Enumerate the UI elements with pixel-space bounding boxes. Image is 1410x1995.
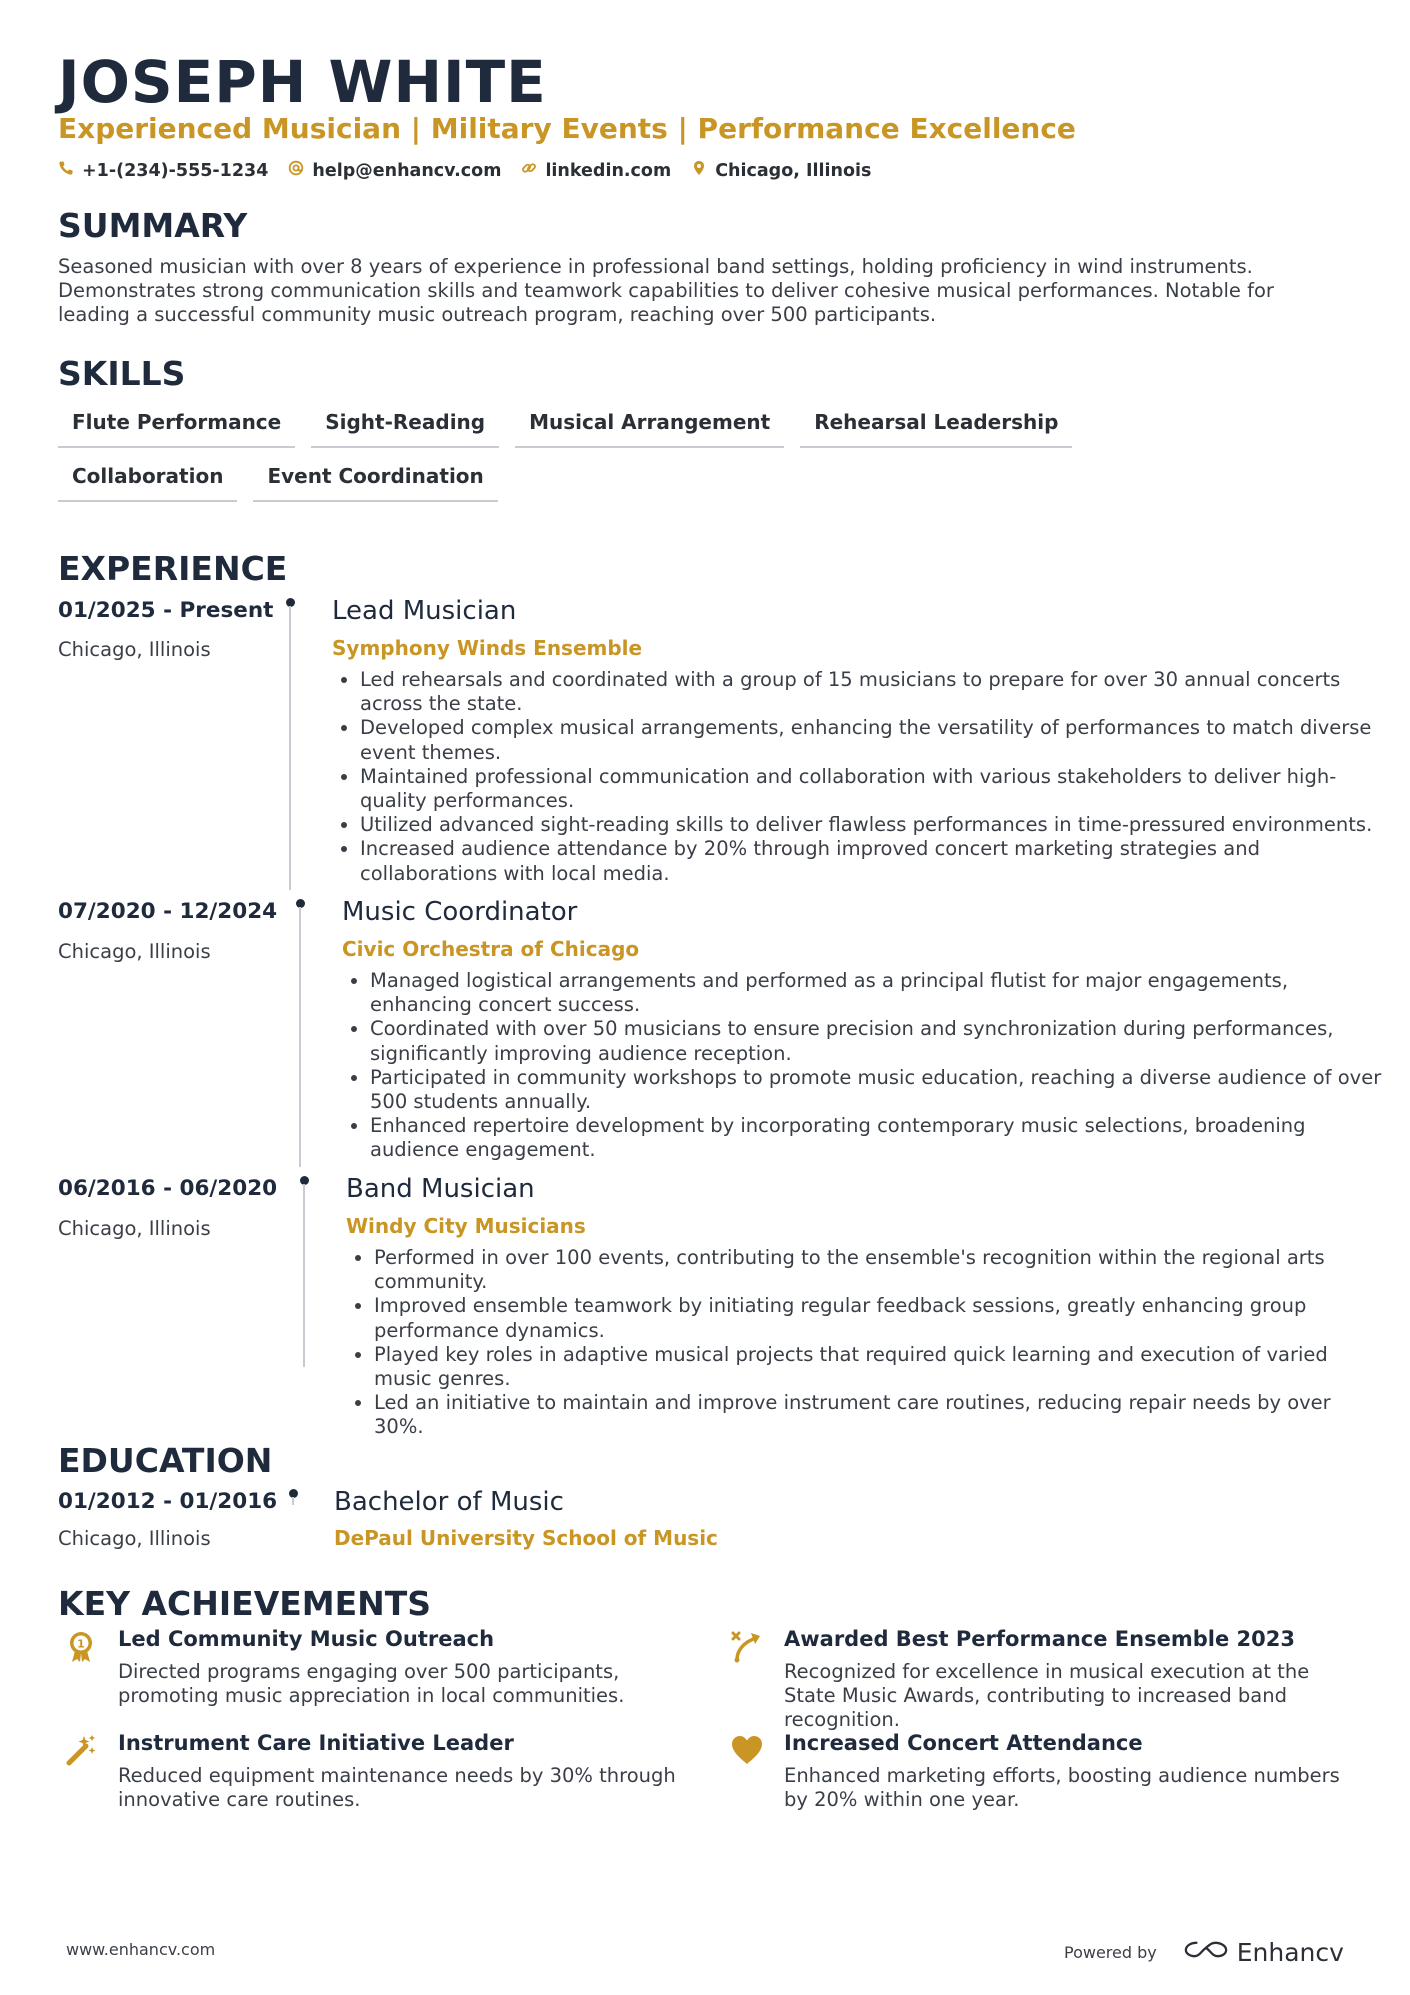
contact-email[interactable] [288,160,501,181]
link-icon [521,160,537,181]
job-bullet: • Managed logistical arrangements and performed as a principal flutist for major engagements, enhancing concert success. [370,969,1390,1017]
job-bullet: • Enhanced repertoire development by incorporating contemporary music selections, broadening audience engagement. [370,1114,1390,1162]
job-location: Chicago, Illinois [58,940,211,963]
job-bullet: • Performed in over 100 events, contributing to the ensemble's recognition within the regional arts community. [374,1246,1384,1294]
job-title: Band Musician [346,1174,535,1204]
enhancv-wordmark: Enhancv [1236,1938,1344,1967]
job-dates: 01/2025 - Present [58,598,274,623]
footer-website[interactable]: www.enhancv.com [66,1940,216,1959]
timeline-line [303,1184,305,1367]
location-pin-icon [691,160,707,181]
experience-heading: EXPERIENCE [58,549,288,588]
summary-heading: SUMMARY [58,206,248,245]
job-location: Chicago, Illinois [58,1217,211,1240]
enhancv-logo-icon [1183,1938,1229,1967]
magic-wand-icon [64,1733,98,1771]
contact-email-text: help@enhancv.com [312,160,502,181]
job-company: Civic Orchestra of Chicago [342,937,640,961]
skill-tag: Event Coordination [253,458,497,502]
education-dates: 01/2012 - 01/2016 [58,1489,278,1514]
contact-phone-text: +1-(234)-555-1234 [82,160,269,181]
powered-by-label: Powered by [1064,1943,1157,1962]
strategy-arrow-icon [730,1630,764,1668]
heart-icon [730,1733,764,1771]
timeline-line [292,1497,294,1505]
skills-list [58,404,1238,502]
job-bullets [332,668,1390,886]
job-bullet: • Played key roles in adaptive musical projects that required quick learning and execution of varied music genres. [374,1343,1384,1391]
education-location: Chicago, Illinois [58,1527,211,1550]
contact-linkedin-text: linkedin.com [545,160,672,181]
job-bullets [346,1246,1384,1440]
achievement-desc: Directed programs engaging over 500 participants, promoting music appreciation in local communities. [118,1660,625,1707]
candidate-headline: Experienced Musician | Military Events | Performance Excellence [58,112,1076,145]
skills-heading: SKILLS [58,354,186,393]
timeline-line [289,606,291,890]
contact-bar [58,160,871,181]
achievements-heading: KEY ACHIEVEMENTS [58,1584,432,1623]
job-bullet: • Utilized advanced sight-reading skills to deliver flawless performances in time-pressured environments. [360,813,1390,837]
job-bullet: • Participated in community workshops to promote music education, reaching a diverse audience of over 500 students annually. [370,1066,1390,1114]
candidate-name: JOSEPH WHITE [58,48,547,116]
skill-tag: Flute Performance [58,404,295,448]
job-company: Symphony Winds Ensemble [332,636,643,660]
school-name: DePaul University School of Music [334,1526,718,1550]
contact-linkedin[interactable] [521,160,671,181]
job-bullet: • Improved ensemble teamwork by initiating regular feedback sessions, greatly enhancing group performance dynamics. [374,1294,1384,1342]
job-title: Lead Musician [332,596,517,626]
achievement-title: Instrument Care Initiative Leader [118,1731,514,1755]
skill-tag: Rehearsal Leadership [800,404,1072,448]
skill-tag: Sight-Reading [311,404,499,448]
job-location: Chicago, Illinois [58,638,211,661]
achievement-desc: Reduced equipment maintenance needs by 30% through innovative care routines. [118,1764,676,1811]
job-dates: 07/2020 - 12/2024 [58,899,278,924]
skill-tag: Collaboration [58,458,237,502]
job-bullet: • Developed complex musical arrangements, enhancing the versatility of performances to match diverse event themes. [360,716,1390,764]
svg-text:1: 1 [77,1637,85,1651]
contact-location-text: Chicago, Illinois [715,160,872,181]
job-bullet: • Maintained professional communication and collaboration with various stakeholders to deliver high-quality performances. [360,765,1390,813]
achievement-desc: Enhanced marketing efforts, boosting audience numbers by 20% within one year. [784,1764,1340,1811]
job-bullet: • Led an initiative to maintain and improve instrument care routines, reducing repair needs by over 30%. [374,1391,1384,1439]
phone-icon [58,160,74,181]
degree-title: Bachelor of Music [334,1487,564,1517]
achievement-desc: Recognized for excellence in musical execution at the State Music Awards, contributing to increased band recognition. [784,1660,1310,1731]
summary-text: Seasoned musician with over 8 years of experience in professional band settings, holding proficiency in wind instruments. Demonstrates strong communication skills and teamwork capabilities to deliver cohesive musical performances. Notable for leading a successful community music outreach program, reaching over 500 participants. [58,255,1274,326]
achievement-title: Led Community Music Outreach [118,1627,495,1651]
footer-branding [1064,1938,1344,1967]
enhancv-brand[interactable] [1183,1938,1344,1967]
job-dates: 06/2016 - 06/2020 [58,1176,278,1201]
at-icon [288,160,304,181]
skill-tag: Musical Arrangement [515,404,784,448]
job-company: Windy City Musicians [346,1214,586,1238]
achievement-title: Increased Concert Attendance [784,1731,1143,1755]
award-ribbon-icon [64,1630,98,1668]
job-bullet: • Increased audience attendance by 20% through improved concert marketing strategies and collaborations with local media. [360,837,1390,885]
job-bullet: • Coordinated with over 50 musicians to ensure precision and synchronization during performances, significantly improving audience reception. [370,1017,1390,1065]
achievement-title: Awarded Best Performance Ensemble 2023 [784,1627,1295,1651]
job-bullets [342,969,1390,1163]
contact-location [691,160,871,181]
timeline-line [299,907,301,1167]
job-bullet: • Led rehearsals and coordinated with a group of 15 musicians to prepare for over 30 annual concerts across the state. [360,668,1390,716]
education-heading: EDUCATION [58,1441,273,1480]
job-title: Music Coordinator [342,897,578,927]
contact-phone[interactable] [58,160,268,181]
